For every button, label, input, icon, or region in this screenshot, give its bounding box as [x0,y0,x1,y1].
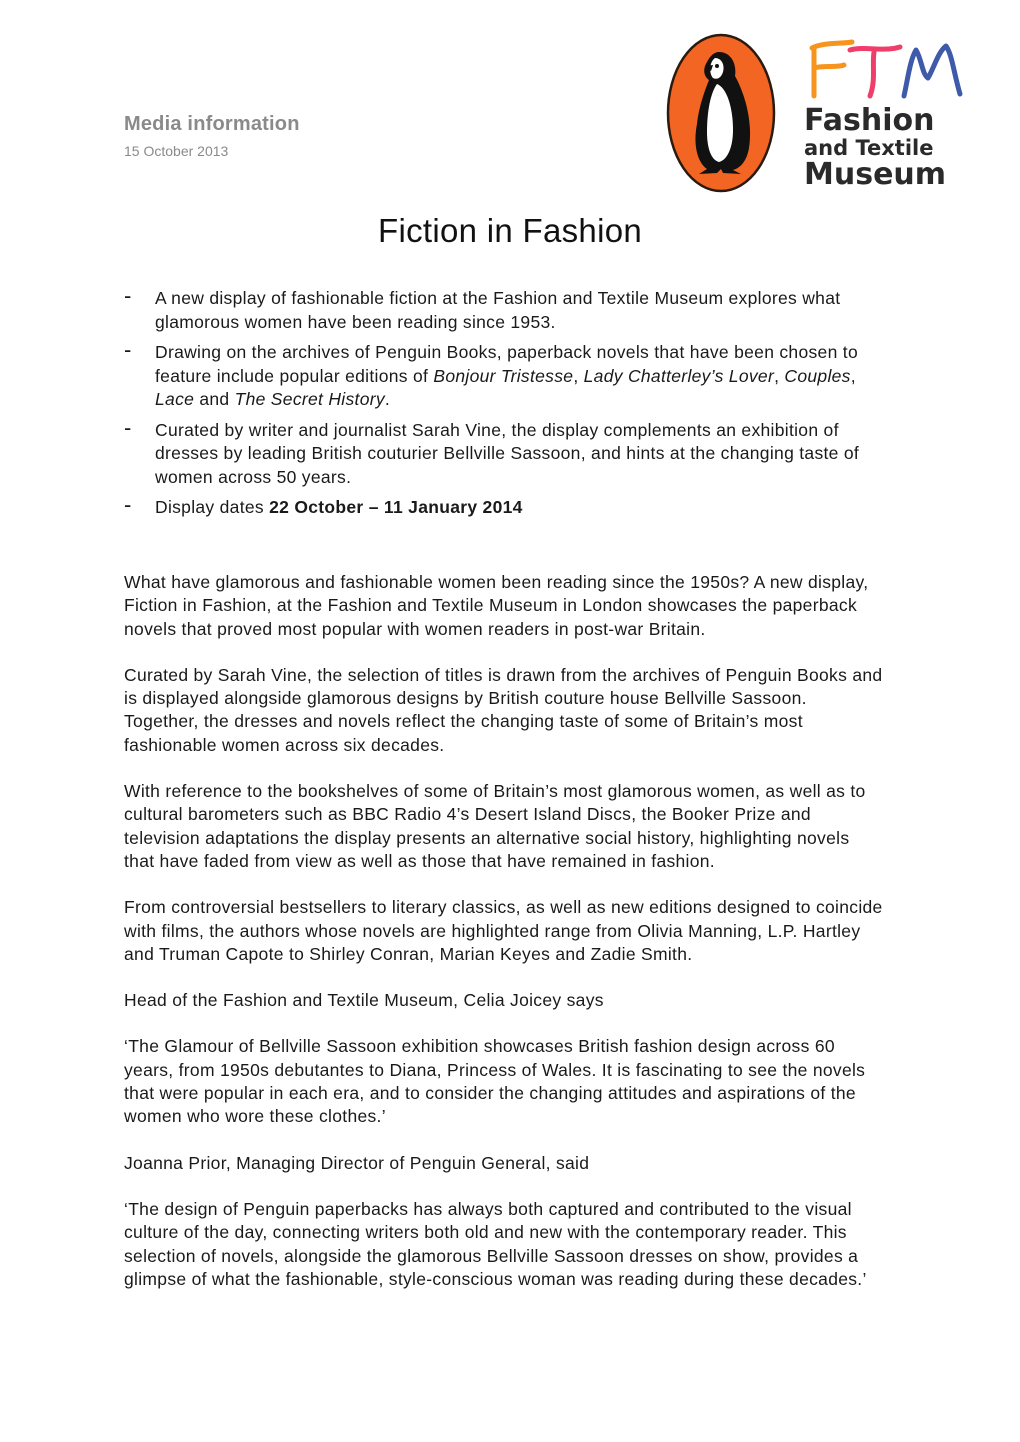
quote-attribution: Head of the Fashion and Textile Museum, Celia Joicey says [124,990,604,1011]
dash-icon: - [124,283,132,308]
dash-icon: - [124,492,132,517]
ftm-logo-museum: Museum [804,157,947,192]
body-paragraph: What have glamorous and fashionable women been reading since the 1950s? A new display, Fiction in Fashion, at the Fashion and Textile Museum in London showcases the paperback novels that proved most popular with women readers in post-war Britain. [124,572,869,639]
fashion-textile-museum-logo [804,38,964,190]
bullet-text: A new display of fashionable fiction at the Fashion and Textile Museum explores what glamorous women have been reading since 1953. [155,288,841,332]
book-title: Bonjour Tristesse [433,365,574,386]
quote-attribution: Joanna Prior, Managing Director of Penguin General, said [124,1152,590,1173]
body-paragraph: From controversial bestsellers to literary classics, as well as new editions designed to coincide with films, the authors whose novels are highlighted range from Olivia Manning, L.P. Hartley and Truman Capote to Shirley Conran, Marian Keyes and Zadie Smith. [124,897,883,964]
highlight-bullet [124,492,884,520]
book-title: Couples [784,365,851,386]
page-title: Fiction in Fashion [377,212,643,249]
quote-text: ‘The Glamour of Bellville Sassoon exhibition showcases British fashion design across 60 years, from 1950s debutantes to Diana, Princess of Wales. It is fascinating to see the novels that were popular in each era, and to consider the changing attitudes and aspirations of the women who wore these clothes.’ [124,1036,866,1127]
highlight-bullet [124,337,884,412]
bullet-text: Drawing on the archives of Penguin Books, paperback novels that have been chosen to feature include popular editions of [155,342,858,386]
display-dates: 22 October – 11 January 2014 [269,497,523,517]
highlight-bullet [124,283,884,334]
body-paragraph: With reference to the bookshelves of some of Britain’s most glamorous women, as well as to cultural barometers such as BBC Radio 4’s Desert Island Discs, the Booker Prize and television adaptations the display presents an alternative social history, highlighting novels that have faded from view as well as those that have remained in fashion. [124,781,866,871]
separator: and [194,389,235,409]
bullet-text: Curated by writer and journalist Sarah Vine, the display complements an exhibition of dresses by leading British couturier Bellville Sassoon, and hints at the changing taste of women across 50 years. [155,419,860,487]
book-title: The Secret History [234,389,385,409]
separator: , [850,365,856,386]
ftm-logo-and-textile: and Textile [804,136,934,160]
separator: , [573,365,584,386]
separator: . [384,389,391,409]
release-date: 15 October 2013 [124,143,229,159]
press-release-body [124,571,884,1314]
highlight-bullet [124,414,884,490]
quote-text: ‘The design of Penguin paperbacks has always both captured and contributed to the visual culture of the day, connecting writers both old and new with the contemporary reader. This selection of novels, alongside the glamorous Bellville Sassoon dresses on show, provides a glimpse of what the fashionable, style-conscious woman was reading during these decades.’ [124,1198,867,1289]
highlights-list [124,283,884,527]
book-title: Lace [155,389,195,409]
penguin-books-logo [665,32,777,194]
ftm-logo-fashion: Fashion [804,103,935,138]
penguin-eye-icon [715,64,719,68]
body-paragraph: Curated by Sarah Vine, the selection of titles is drawn from the archives of Penguin Books and is displayed alongside glamorous designs by British couture house Bellville Sassoon. Together, the dresses and novels reflect the changing taste of some of Britain’s most fashionable women across six decades. [124,664,883,755]
dash-icon: - [124,414,132,440]
media-information-label: Media information [124,113,300,135]
book-title: Lady Chatterley’s Lover [583,365,775,386]
separator: , [774,365,785,386]
dash-icon: - [124,337,132,362]
bullet-text: Display dates [155,497,270,517]
ftm-monogram-icon [804,38,964,100]
